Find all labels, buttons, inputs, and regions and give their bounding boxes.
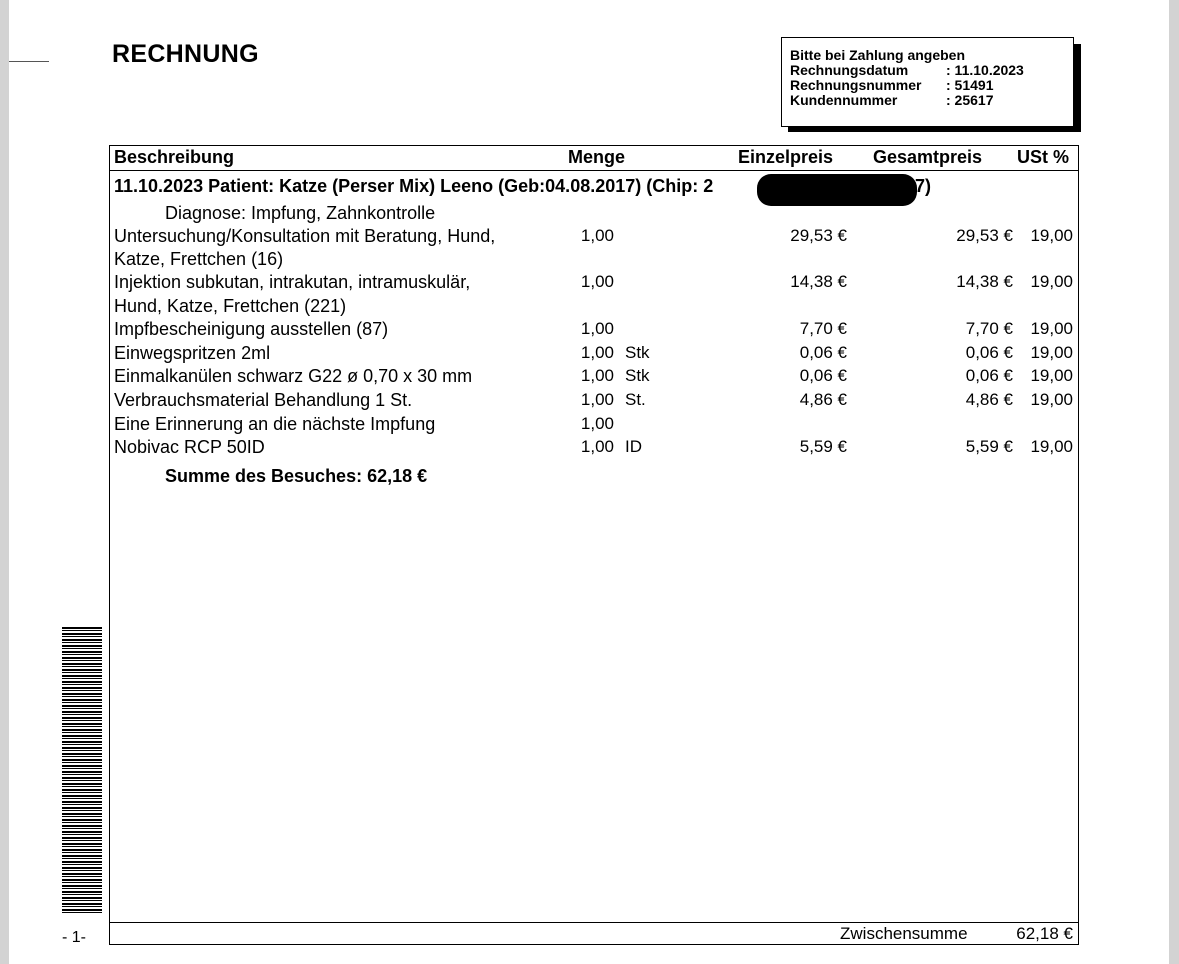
line-item-price: 5,59 €	[799, 437, 847, 456]
info-row-customer-number	[790, 93, 1073, 108]
visit-patient-line: 11.10.2023 Patient: Katze (Perser Mix) Leeno (Geb:04.08.2017) (Chip: 2	[114, 176, 714, 196]
line-item-unit: St.	[625, 390, 646, 409]
line-item-price: 7,70 €	[799, 319, 847, 338]
subtotal-label: Zwischensumme	[840, 924, 968, 943]
line-item-desc: Einwegspritzen 2ml	[114, 343, 271, 363]
info-box-header: Bitte bei Zahlung angeben	[790, 47, 966, 63]
info-label-date: Rechnungsdatum	[790, 62, 909, 78]
line-item-price: 0,06 €	[799, 343, 847, 362]
line-item-total: 5,59 €	[965, 437, 1013, 456]
line-item-desc: Eine Erinnerung an die nächste Impfung	[114, 414, 436, 434]
header-unit-price: Einzelpreis	[738, 147, 834, 167]
info-row-invoice-number	[790, 78, 1073, 93]
line-item-total: 0,06 €	[965, 343, 1013, 362]
fold-mark	[9, 61, 49, 62]
visit-sum: Summe des Besuches: 62,18 €	[165, 466, 428, 486]
header-divider	[109, 170, 1079, 171]
line-item-desc-cont: Katze, Frettchen (16)	[114, 249, 284, 269]
line-item-qty: 1,00	[580, 319, 614, 338]
line-item-unit: Stk	[625, 343, 650, 362]
line-item-unit: ID	[625, 437, 642, 456]
line-item-desc: Untersuchung/Konsultation mit Beratung, Hund,	[114, 226, 496, 246]
info-value-invoice-number: : 51491	[946, 77, 994, 93]
line-item-total: 14,38 €	[956, 272, 1013, 291]
info-label-customer-number: Kundennummer	[790, 92, 898, 108]
barcode	[62, 627, 102, 914]
line-item-vat: 19,00	[1030, 226, 1073, 245]
line-item-qty: 1,00	[580, 366, 614, 385]
line-item-vat: 19,00	[1030, 437, 1073, 456]
line-item-qty: 1,00	[580, 437, 614, 456]
info-value-date: : 11.10.2023	[946, 62, 1024, 78]
page-number: - 1-	[62, 929, 86, 946]
info-value-customer-number: : 25617	[946, 92, 994, 108]
line-item-total: 4,86 €	[965, 390, 1013, 409]
header-quantity: Menge	[568, 147, 626, 167]
line-item-vat: 19,00	[1030, 343, 1073, 362]
line-item-price: 14,38 €	[790, 272, 847, 291]
header-description: Beschreibung	[114, 147, 235, 167]
line-item-vat: 19,00	[1030, 272, 1073, 291]
line-item-vat: 19,00	[1030, 366, 1073, 385]
line-item-price: 4,86 €	[799, 390, 847, 409]
payment-info-box	[781, 37, 1074, 127]
header-vat: USt %	[1017, 147, 1070, 167]
line-item-price: 29,53 €	[790, 226, 847, 245]
redaction-mark	[757, 174, 917, 206]
line-item-price: 0,06 €	[799, 366, 847, 385]
line-item-qty: 1,00	[580, 414, 614, 433]
line-item-vat: 19,00	[1030, 319, 1073, 338]
line-item-vat: 19,00	[1030, 390, 1073, 409]
line-item-desc: Nobivac RCP 50ID	[114, 437, 265, 457]
line-item-qty: 1,00	[580, 272, 614, 291]
line-item-total: 29,53 €	[956, 226, 1013, 245]
line-item-desc-cont: Hund, Katze, Frettchen (221)	[114, 296, 347, 316]
line-item-unit: Stk	[625, 366, 650, 385]
line-item-total: 0,06 €	[965, 366, 1013, 385]
header-total-price: Gesamtpreis	[873, 147, 983, 167]
line-item-desc: Impfbescheinigung ausstellen (87)	[114, 319, 389, 339]
line-item-qty: 1,00	[580, 226, 614, 245]
info-row-date	[790, 63, 1073, 78]
line-item-qty: 1,00	[580, 390, 614, 409]
line-item-qty: 1,00	[580, 343, 614, 362]
info-label-invoice-number: Rechnungsnummer	[790, 77, 922, 93]
line-item-total: 7,70 €	[965, 319, 1013, 338]
line-item-desc: Injektion subkutan, intrakutan, intramuskulär,	[114, 272, 471, 292]
subtotal-value: 62,18 €	[1016, 924, 1073, 943]
diagnosis-line: Diagnose: Impfung, Zahnkontrolle	[165, 203, 436, 223]
visit-chip-end: 7)	[915, 176, 932, 196]
line-item-desc: Einmalkanülen schwarz G22 ø 0,70 x 30 mm	[114, 366, 473, 386]
line-item-desc: Verbrauchsmaterial Behandlung 1 St.	[114, 390, 413, 410]
document-title: RECHNUNG	[112, 40, 259, 68]
